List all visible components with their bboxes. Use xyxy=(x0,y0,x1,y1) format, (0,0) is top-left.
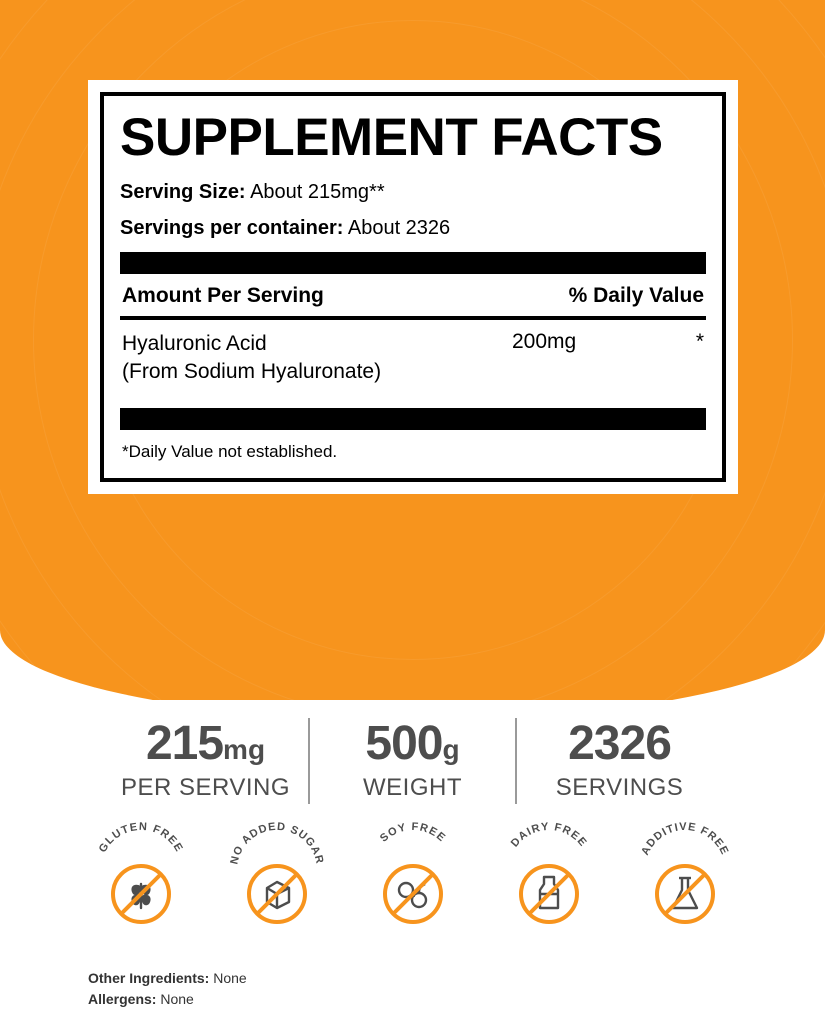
divider-thick-bottom xyxy=(120,408,706,430)
svg-text:GLUTEN FREE xyxy=(96,822,184,855)
servings-per-container-row xyxy=(120,216,706,240)
stat-caption: WEIGHT xyxy=(363,774,462,801)
serving-size-label: Serving Size: xyxy=(120,180,246,203)
allergens-row xyxy=(88,989,247,1010)
stat-servings xyxy=(517,717,722,802)
other-ingredients-block xyxy=(88,968,247,1010)
stat-unit: mg xyxy=(223,734,266,765)
allergens-label: Allergens: xyxy=(88,991,157,1007)
badge-label: NO ADDED SUGAR xyxy=(227,822,326,866)
amount-per-serving-header: Amount Per Serving xyxy=(122,283,324,307)
other-ingredients-value: None xyxy=(213,970,247,986)
ingredient-source: (From Sodium Hyaluronate) xyxy=(122,359,382,383)
stat-weight xyxy=(310,717,515,802)
allergens-value: None xyxy=(160,991,194,1007)
divider-thick-top xyxy=(120,252,706,274)
stats-row xyxy=(0,700,825,804)
badge-gluten-free xyxy=(87,822,195,932)
ingredient-amount: 200mg xyxy=(512,329,577,353)
stat-unit: g xyxy=(442,734,460,765)
badge-row xyxy=(0,822,825,932)
ingredient-name-cell xyxy=(122,330,502,387)
stat-value-group xyxy=(310,717,515,770)
flask-icon xyxy=(631,822,739,932)
daily-value-footnote: *Daily Value not established. xyxy=(122,442,338,462)
stat-per-serving xyxy=(103,717,308,802)
badge-label: DAIRY FREE xyxy=(508,822,589,850)
other-ingredients-row xyxy=(88,968,247,989)
badge-label: ADDITIVE FREE xyxy=(638,822,731,858)
daily-value-header: % Daily Value xyxy=(568,283,704,307)
stat-value: 215 xyxy=(145,717,224,770)
ingredient-name: Hyaluronic Acid xyxy=(122,331,267,355)
sugar-cube-icon xyxy=(223,822,331,932)
svg-text:DAIRY FREE xyxy=(508,822,588,849)
ingredient-daily-value: * xyxy=(695,329,704,353)
stat-caption: PER SERVING xyxy=(120,774,291,801)
servings-per-container-label: Servings per container: xyxy=(120,216,344,239)
table-header-row xyxy=(120,274,706,308)
supplement-facts-panel xyxy=(88,80,738,494)
serving-size-row xyxy=(120,180,706,204)
stat-value: 2326 xyxy=(568,717,671,770)
other-ingredients-label: Other Ingredients: xyxy=(88,970,210,986)
page-title: SUPPLEMENT FACTS xyxy=(120,108,663,167)
svg-text:SOY FREE xyxy=(377,822,447,845)
table-row xyxy=(120,320,706,399)
stat-caption: SERVINGS xyxy=(555,774,684,801)
stat-value-group xyxy=(517,717,722,770)
wheat-icon xyxy=(87,822,195,932)
badge-soy-free xyxy=(359,822,467,932)
milk-bottle-icon xyxy=(495,822,603,932)
stat-value-group xyxy=(103,717,308,770)
stat-value: 500 xyxy=(365,717,443,770)
badge-label: GLUTEN FREE xyxy=(96,822,185,855)
servings-per-container-value: About 2326 xyxy=(347,216,451,239)
lower-info-panel xyxy=(0,700,825,1024)
badge-additive-free xyxy=(631,822,739,932)
soy-bean-icon xyxy=(359,822,467,932)
badge-no-added-sugar xyxy=(223,822,331,932)
badge-dairy-free xyxy=(495,822,603,932)
badge-label: SOY FREE xyxy=(377,822,448,845)
svg-text:NO ADDED SUGAR xyxy=(228,822,325,866)
serving-size-value: About 215mg** xyxy=(250,180,385,203)
svg-text:ADDITIVE FREE xyxy=(639,822,730,857)
